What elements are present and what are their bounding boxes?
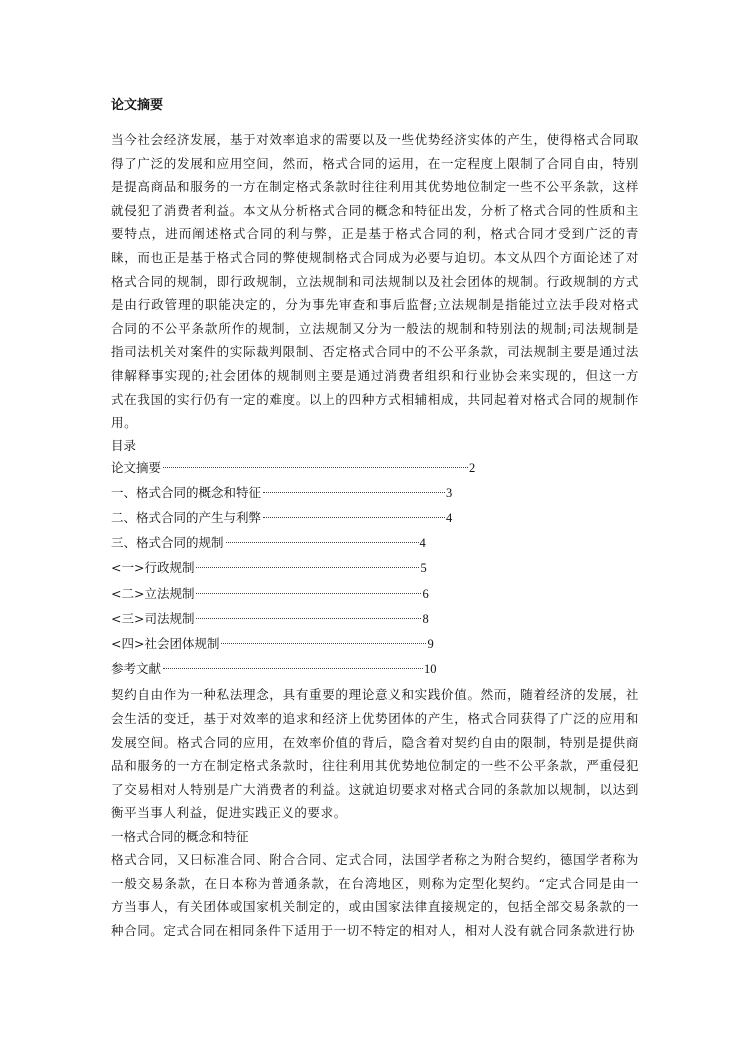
toc-entry-page: 4 <box>446 511 453 526</box>
toc-leader-dots <box>263 503 445 518</box>
section-body: 格式合同，又曰标准合同、附合合同、定式合同，法国学者称之为附合契约，德国学者称为一般交易条款，在日本称为普通条款，在台湾地区，则称为定型化契约。“定式合同是由一方当事人，有关团体或国家机关制定的，或由国家法律直接规定的，包括全部交易条款的一种合同。定式合同在相同条件下适用于一切不特定的相对人，相对人没有就合同条款进行协 <box>111 851 639 938</box>
page-content <box>111 96 639 942</box>
toc-entry-label: <四>社会团体规制 <box>111 636 220 652</box>
toc-entry-page: 8 <box>422 611 429 626</box>
toc-entry-label: <一>行政规制 <box>111 560 195 576</box>
toc-entry-page: 3 <box>446 485 453 500</box>
toc-leader-dots <box>196 604 421 619</box>
intro-paragraph: 契约自由作为一种私法理念，具有重要的理论意义和实践价值。然而，随着经济的发展，社会生活的变迁，基于对效率的追求和经济上优势团体的产生，格式合同获得了广泛的应用和发展空间。格式合同的应用，在效率价值的背后，隐含着对契约自由的限制，特别是提供商品和服务的一方在制定格式条款时，往往利用其优势地位制定的一些不公平条款，严重侵犯了交易相对人特别是广大消费者的利益。这就迫切要求对格式合同的条款加以规制，以达到衡平当事人利益，促进实践正义的要求。 <box>111 687 639 821</box>
abstract-heading: 论文摘要 <box>111 98 164 113</box>
toc-entry-page: 5 <box>420 561 427 576</box>
toc-entry-label: 二、格式合同的产生与利弊 <box>111 510 262 526</box>
toc-entry-page: 6 <box>422 586 429 601</box>
toc-leader-dots <box>226 528 419 543</box>
toc-leader-dots <box>221 629 426 644</box>
toc-entry-page: 4 <box>419 536 426 551</box>
toc-entry-page: 10 <box>424 662 437 677</box>
toc-leader-dots <box>196 553 419 568</box>
section-heading: 一格式合同的概念和特征 <box>111 828 249 844</box>
toc-leader-dots <box>263 478 445 493</box>
toc-entry-label: 参考文献 <box>111 661 162 677</box>
abstract-body: 当今社会经济发展，基于对效率追求的需要以及一些优势经济实体的产生，使得格式合同取得了广泛的发展和应用空间，然而，格式合同的运用，在一定程度上限制了合同自由，特别是提高商品和服务的一方在制定格式条款时往往利用其优势地位制定一些不公平条款，这样就侵犯了消费者利益。本文从分析格式合同的概念和特征出发，分析了格式合同的性质和主要特点，进而阐述格式合同的利与弊，正是基于格式合同的利，格式合同才受到广泛的青睐，而也正是基于格式合同的弊使规制格式合同成为必要与迫切。本文从四个方面论述了对格式合同的规制，即行政规制，立法规制和司法规制以及社会团体的规制。行政规制的方式是由行政管理的职能决定的，分为事先审查和事后监督;立法规制是指能过立法手段对格式合同的不公平条款所作的规制，立法规制又分为一般法的规制和特别法的规制;司法规制是指司法机关对案件的实际裁判限制、否定格式合同中的不公平条款，司法规制主要是通过法律解释事实现的;社会团体的规制则主要是通过消费者组织和行业协会来实现的，但这一方式在我国的实行仍有一定的难度。以上的四种方式相辅相成，共同起着对格式合同的规制作用。 <box>111 132 639 431</box>
toc-entry-label: 三、格式合同的规制 <box>111 535 224 551</box>
toc-leader-dots <box>196 579 421 594</box>
toc-title: 目录 <box>111 437 137 453</box>
toc-entry-label: <二>立法规制 <box>111 585 195 601</box>
toc-entry-label: 一、格式合同的概念和特征 <box>111 484 262 500</box>
toc-entry-label: <三>司法规制 <box>111 610 195 626</box>
toc-entry-page: 2 <box>469 460 476 475</box>
toc-entry[interactable] <box>111 658 639 683</box>
table-of-contents <box>111 457 639 684</box>
toc-leader-dots <box>163 453 468 468</box>
toc-entry-label: 论文摘要 <box>111 459 162 475</box>
toc-leader-dots <box>163 654 423 669</box>
toc-entry-page: 9 <box>427 637 434 652</box>
